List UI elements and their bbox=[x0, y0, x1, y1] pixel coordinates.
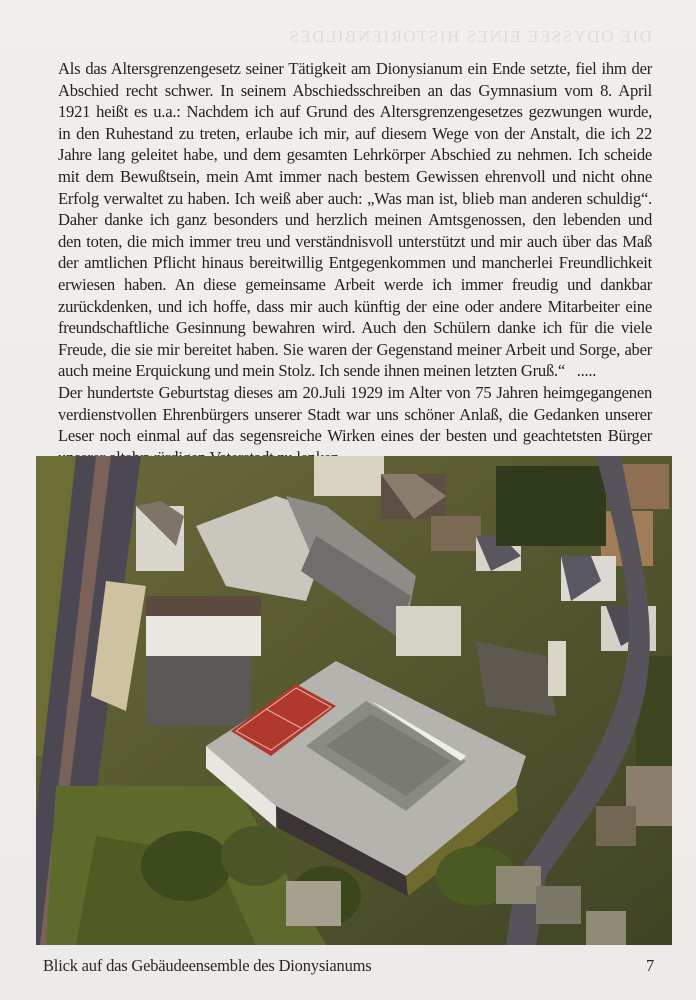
text-line: Freude, die sie mir bereitet haben. Sie waren der Gegenstand meiner Arbeit und Sorge, aber bbox=[58, 339, 652, 359]
text-line: Daher danke ich ganz besonders und herzlich meinen Amtsgenossen, den lebenden und bbox=[58, 210, 652, 230]
text-line: 1921 heißt es u.a.: Nachdem ich auf Grund des Altersgrenzengesetzes gezwungen wurde, bbox=[58, 102, 652, 122]
text-line: verdienstvollen Ehrenbürgers unserer Stadt war uns schöner Anlaß, die Gedanken unserer bbox=[58, 404, 652, 424]
text-line: Jahre lang geleitet habe, und dem gesamten Lehrkörper Abschied zu nehmen. Ich scheide bbox=[58, 145, 652, 165]
text-line: erwiesen haben. An diese gemeinsame Arbeit werde ich immer freudig und dankbar bbox=[58, 274, 652, 294]
body-text bbox=[58, 58, 652, 468]
paragraph-letter-quote bbox=[58, 58, 652, 382]
aerial-photo-illustration bbox=[36, 456, 672, 945]
text-line: in den Ruhestand zu treten, erlaube ich mir, auf diesem Wege von der Anstalt, die ich 22 bbox=[58, 123, 652, 143]
text-line: Als das Altersgrenzengesetz seiner Tätigkeit am Dionysianum ein Ende setzte, fiel ihm der bbox=[58, 59, 652, 78]
text-line: Erfolg verwaltet zu haben. Ich weiß aber auch: „Was man ist, blieb man anderen schuldig“. bbox=[58, 188, 652, 208]
page-number: 7 bbox=[646, 956, 655, 975]
text-line: Abschied recht schwer. In seinem Abschiedsschreiben an das Gymnasium vom 8. April bbox=[58, 80, 652, 100]
aerial-photo-dionysianum bbox=[36, 456, 672, 945]
text-line: zurückdenken, und ich hoffe, dass mir auch künftig der eine oder andere Mitarbeiter eine bbox=[58, 296, 652, 316]
text-line: mit dem Bewußtsein, mein Amt immer nach bestem Gewissen ehrenvoll und nicht ohne bbox=[58, 166, 652, 186]
text-line: der amtlichen Pflicht hinaus bereitwillig Entgegenkommen und mancherlei Freundlichkeit bbox=[58, 253, 652, 273]
text-line: auch meine Erquickung und mein Stolz. Ich sende ihnen meinen letzten Gruß.“ ..... bbox=[58, 361, 597, 381]
text-line: den toten, die mich immer treu und verständnisvoll unterstützt und mir auch über das Maß bbox=[58, 231, 652, 251]
text-line: Leser noch einmal auf das segensreiche Wirken eines der besten und geachtetsten Bürger bbox=[58, 426, 652, 446]
text-line: freundschaftliche Gesinnung bewahren wird. Auch den Schülern danke ich für die viele bbox=[58, 318, 652, 338]
bleed-through-header: DIE ODYSSEE EINES HISTORIENBILDES bbox=[287, 27, 652, 46]
text-line: Der hundertste Geburtstag dieses am 20.Juli 1929 im Alter von 75 Jahren heimgegangenen bbox=[58, 382, 652, 402]
photo-caption: Blick auf das Gebäudeensemble des Dionysianums bbox=[43, 956, 372, 975]
